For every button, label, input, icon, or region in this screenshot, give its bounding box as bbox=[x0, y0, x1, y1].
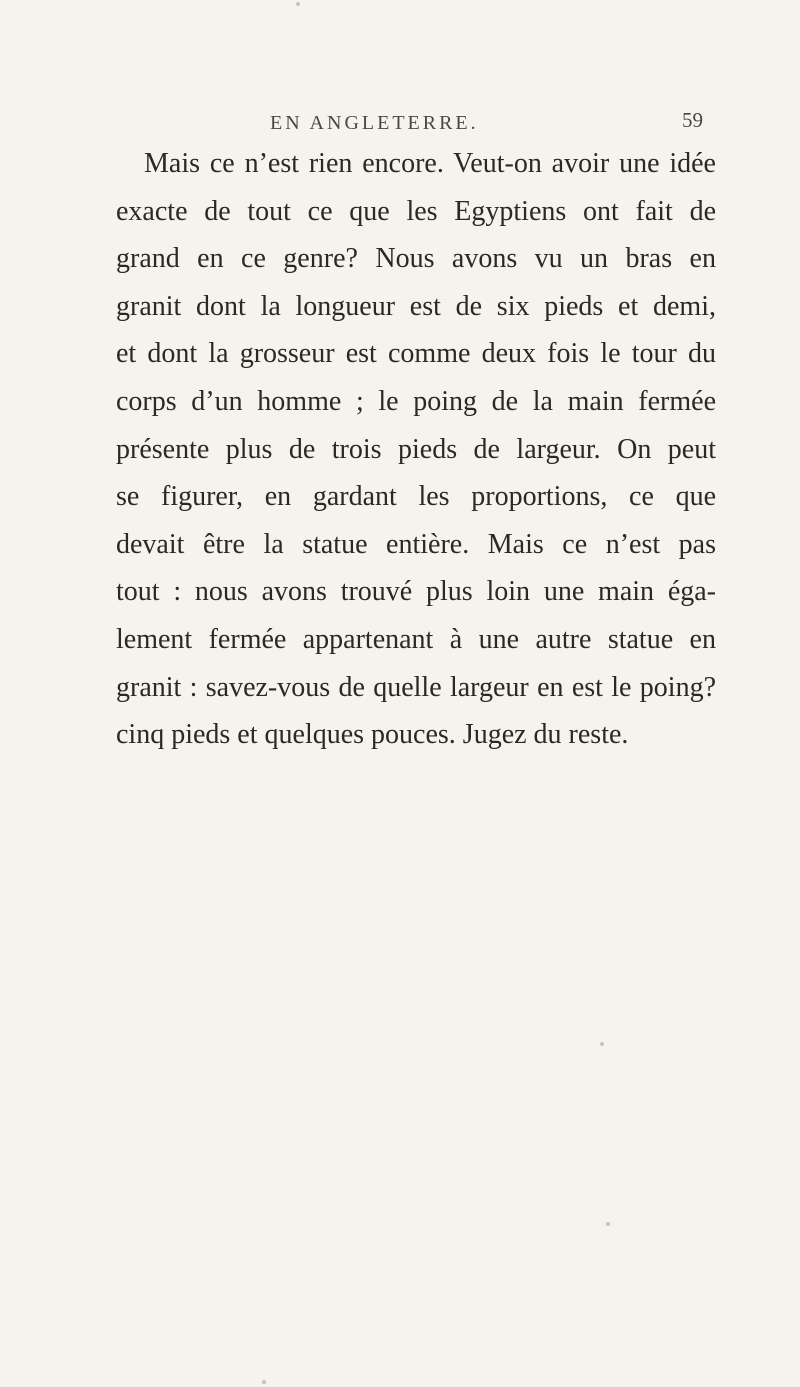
page-number: 59 bbox=[682, 108, 703, 132]
running-title: EN ANGLETERRE. bbox=[270, 112, 479, 134]
text-line: Mais ce n’est rien encore. Veut-on avoir une idée bbox=[144, 148, 716, 179]
paper-speck bbox=[262, 1380, 266, 1384]
text-line: présente plus de trois pieds de largeur. On peut bbox=[116, 433, 716, 465]
text-line: cinq pieds et quelques pouces. Jugez du reste. bbox=[116, 719, 629, 751]
running-header bbox=[0, 94, 800, 134]
text-line: se figurer, en gardant les proportions, ce que bbox=[116, 481, 716, 513]
paper-speck bbox=[606, 1222, 610, 1226]
text-line: tout : nous avons trouvé plus loin une main éga- bbox=[116, 576, 716, 608]
text-line: exacte de tout ce que les Egyptiens ont fait de bbox=[116, 195, 716, 227]
paper-speck bbox=[296, 2, 300, 6]
text-line: grand en ce genre? Nous avons vu un bras en bbox=[116, 243, 716, 275]
text-line: granit dont la longueur est de six pieds et demi, bbox=[116, 290, 716, 322]
text-line: et dont la grosseur est comme deux fois le tour du bbox=[116, 338, 716, 370]
paper-speck bbox=[600, 1042, 604, 1046]
body-text bbox=[116, 140, 716, 759]
text-line: devait être la statue entière. Mais ce n’est pas bbox=[116, 528, 716, 560]
text-line: lement fermée appartenant à une autre statue en bbox=[116, 623, 716, 655]
text-line: corps d’un homme ; le poing de la main fermée bbox=[116, 385, 716, 417]
text-line: granit : savez-vous de quelle largeur en est le poing? bbox=[116, 671, 716, 703]
